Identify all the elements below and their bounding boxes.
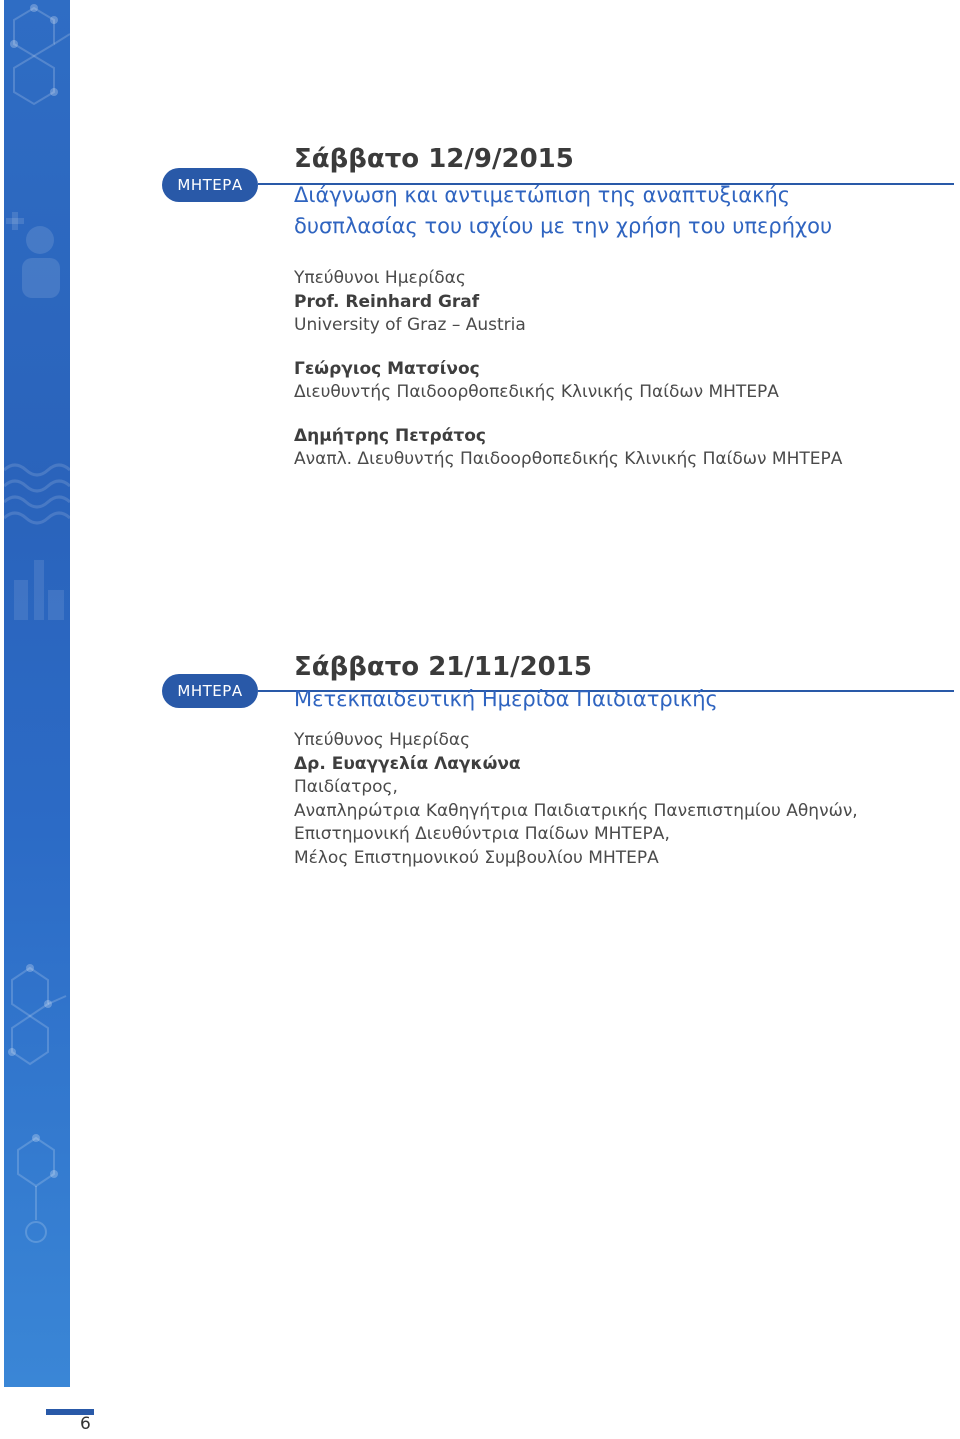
- person-role: University of Graz – Austria: [294, 315, 526, 335]
- event-date: Σάββατο 12/9/2015: [294, 144, 574, 174]
- event-content: [294, 648, 934, 870]
- event-title-line: δυσπλασίας του ισχίου με την χρήση του υπερήχου: [294, 214, 833, 238]
- molecule-pattern-icon: [4, 0, 70, 1387]
- person-block: [294, 358, 934, 405]
- person-role: Αναπλ. Διευθυντής Παιδοορθοπεδικής Κλινικής Παίδων ΜΗΤΕΡΑ: [294, 449, 843, 469]
- organizer-badge: ΜΗΤΕΡΑ: [162, 674, 258, 708]
- event-title: [294, 180, 934, 242]
- person-name: Γεώργιος Ματσίνος: [294, 358, 480, 379]
- responsible-block: [294, 729, 934, 870]
- person-role: Επιστημονική Διευθύντρια Παίδων ΜΗΤΕΡΑ,: [294, 824, 670, 844]
- person-name: Δημήτρης Πετράτος: [294, 425, 486, 446]
- decorative-side-band: [4, 0, 70, 1387]
- page-number: 6: [80, 1414, 91, 1434]
- person-role: Αναπληρώτρια Καθηγήτρια Παιδιατρικής Πανεπιστημίου Αθηνών,: [294, 800, 858, 821]
- event-content: [294, 140, 934, 472]
- event-title: [294, 684, 934, 715]
- responsible-label: Υπεύθυνοι Ημερίδας: [294, 268, 466, 288]
- event-title-line: Μετεκπαιδευτική Ημερίδα Παιδιατρικής: [294, 687, 718, 711]
- event-title-line: Διάγνωση και αντιμετώπιση της αναπτυξιακής: [294, 183, 791, 207]
- responsible-block: [294, 267, 934, 338]
- responsible-label: Υπεύθυνος Ημερίδας: [294, 730, 471, 750]
- person-role: Παιδίατρος,: [294, 777, 398, 797]
- person-name: Prof. Reinhard Graf: [294, 291, 480, 312]
- organizer-badge: ΜΗΤΕΡΑ: [162, 168, 258, 202]
- person-name: Δρ. Ευαγγελία Λαγκώνα: [294, 753, 521, 774]
- person-role: Μέλος Επιστημονικού Συμβουλίου ΜΗΤΕΡΑ: [294, 847, 659, 868]
- person-role: Διευθυντής Παιδοορθοπεδικής Κλινικής Παίδων ΜΗΤΕΡΑ: [294, 382, 779, 402]
- person-block: [294, 425, 934, 472]
- event-date: Σάββατο 21/11/2015: [294, 652, 592, 682]
